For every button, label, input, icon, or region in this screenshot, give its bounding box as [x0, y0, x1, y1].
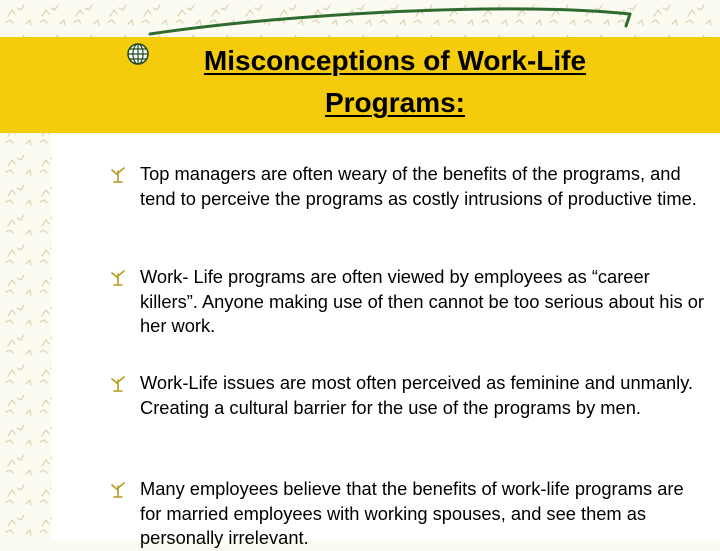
sprout-bullet-icon [108, 479, 128, 499]
content-panel [52, 133, 720, 548]
bullet-text: Many employees believe that the benefits of work-life programs are for married employees with working spouses, and see them as personally irrelevant. [140, 478, 684, 548]
sprout-bullet-icon [108, 164, 128, 184]
bullet-text: Work-Life issues are most often perceived as feminine and unmanly. Creating a cultural barrier for the use of the programs by men. [140, 372, 694, 418]
slide-title: Misconceptions of Work-Life Programs: [203, 45, 587, 118]
bullet-text: Top managers are often weary of the benefits of the programs, and tend to perceive the programs as costly intrusions of productive time. [140, 163, 697, 209]
sprout-bullet-icon [108, 267, 128, 287]
globe-bullet-icon [124, 40, 152, 68]
bullet-text: Work- Life programs are often viewed by employees as “career killers”. Anyone making use of then cannot be too serious about his or her work. [140, 266, 705, 336]
sprout-bullet-icon [108, 373, 128, 393]
